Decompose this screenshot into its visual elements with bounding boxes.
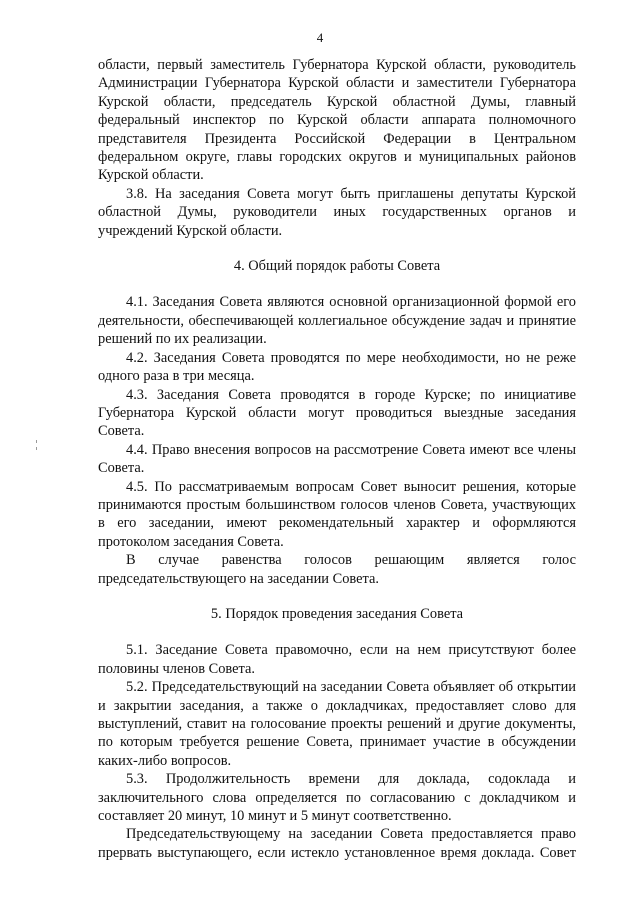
paragraph-3-7-continued: области, первый заместитель Губернатора Курской области, руководитель Администрации Губернатора Курской области и заместители Губернатора Курской области, председатель Курской областной Думы, главный федеральный инспектор по Курской области аппарата полномочного представителя Президента Российской Федерации в Центральном федеральном округе, главы городских округов и муниципальных районов Курской области. [98,57,576,184]
section-heading-4: 4. Общий порядок работы Совета [233,258,441,275]
section-heading-5: 5. Порядок проведения заседания Совета [210,605,464,622]
page-number: 4 [316,30,324,45]
paragraph-4-1: 4.1. Заседания Совета являются основной организационной формой его деятельности, обеспечивающей коллегиальное обсуждение задач и принятие решений по их реализации. [98,294,576,348]
paragraph-5-1: 5.1. Заседание Совета правомочно, если на нем присутствуют более половины членов Совета. [98,642,576,677]
document-body [98,56,576,862]
paragraph-4-5-tie-vote: В случае равенства голосов решающим является голос председательствующего на заседании Совета. [98,552,576,587]
paragraph-5-3: 5.3. Продолжительность времени для доклада, содоклада и заключительного слова определяется по согласованию с докладчиком и составляет 20 минут, 10 минут и 5 минут соответственно. [98,771,576,825]
paragraph-5-2: 5.2. Председательствующий на заседании Совета объявляет об открытии и закрытии заседания, а также о докладчиках, предоставляет слово для выступлений, ставит на голосование проекты решений и другие документы, по которым требуется решение Совета, принимает участие в обсуждении каких-либо вопросов. [98,679,576,769]
paragraph-4-2: 4.2. Заседания Совета проводятся по мере необходимости, но не реже одного раза в три месяца. [98,349,576,385]
scan-artifact [36,440,37,443]
paragraph-4-5: 4.5. По рассматриваемым вопросам Совет выносит решения, которые принимаются простым большинством голосов членов Совета, участвующих в его заседании, имеют рекомендательный характер и оформляются протоколом заседания Совета. [98,478,576,550]
scan-artifact [36,447,37,450]
paragraph-3-8: 3.8. На заседания Совета могут быть приглашены депутаты Курской областной Думы, руководители иных государственных органов и учреждений Курской области. [98,185,576,239]
paragraph-4-3: 4.3. Заседания Совета проводятся в городе Курске; по инициативе Губернатора Курской области могут проводиться выездные заседания Совета. [98,386,576,440]
paragraph-4-4: 4.4. Право внесения вопросов на рассмотрение Совета имеют все члены Совета. [98,441,576,477]
paragraph-5-3-interrupt: Председательствующему на заседании Совета предоставляется право прервать выступающего, если истекло установленное время доклада. Совет [98,826,576,861]
